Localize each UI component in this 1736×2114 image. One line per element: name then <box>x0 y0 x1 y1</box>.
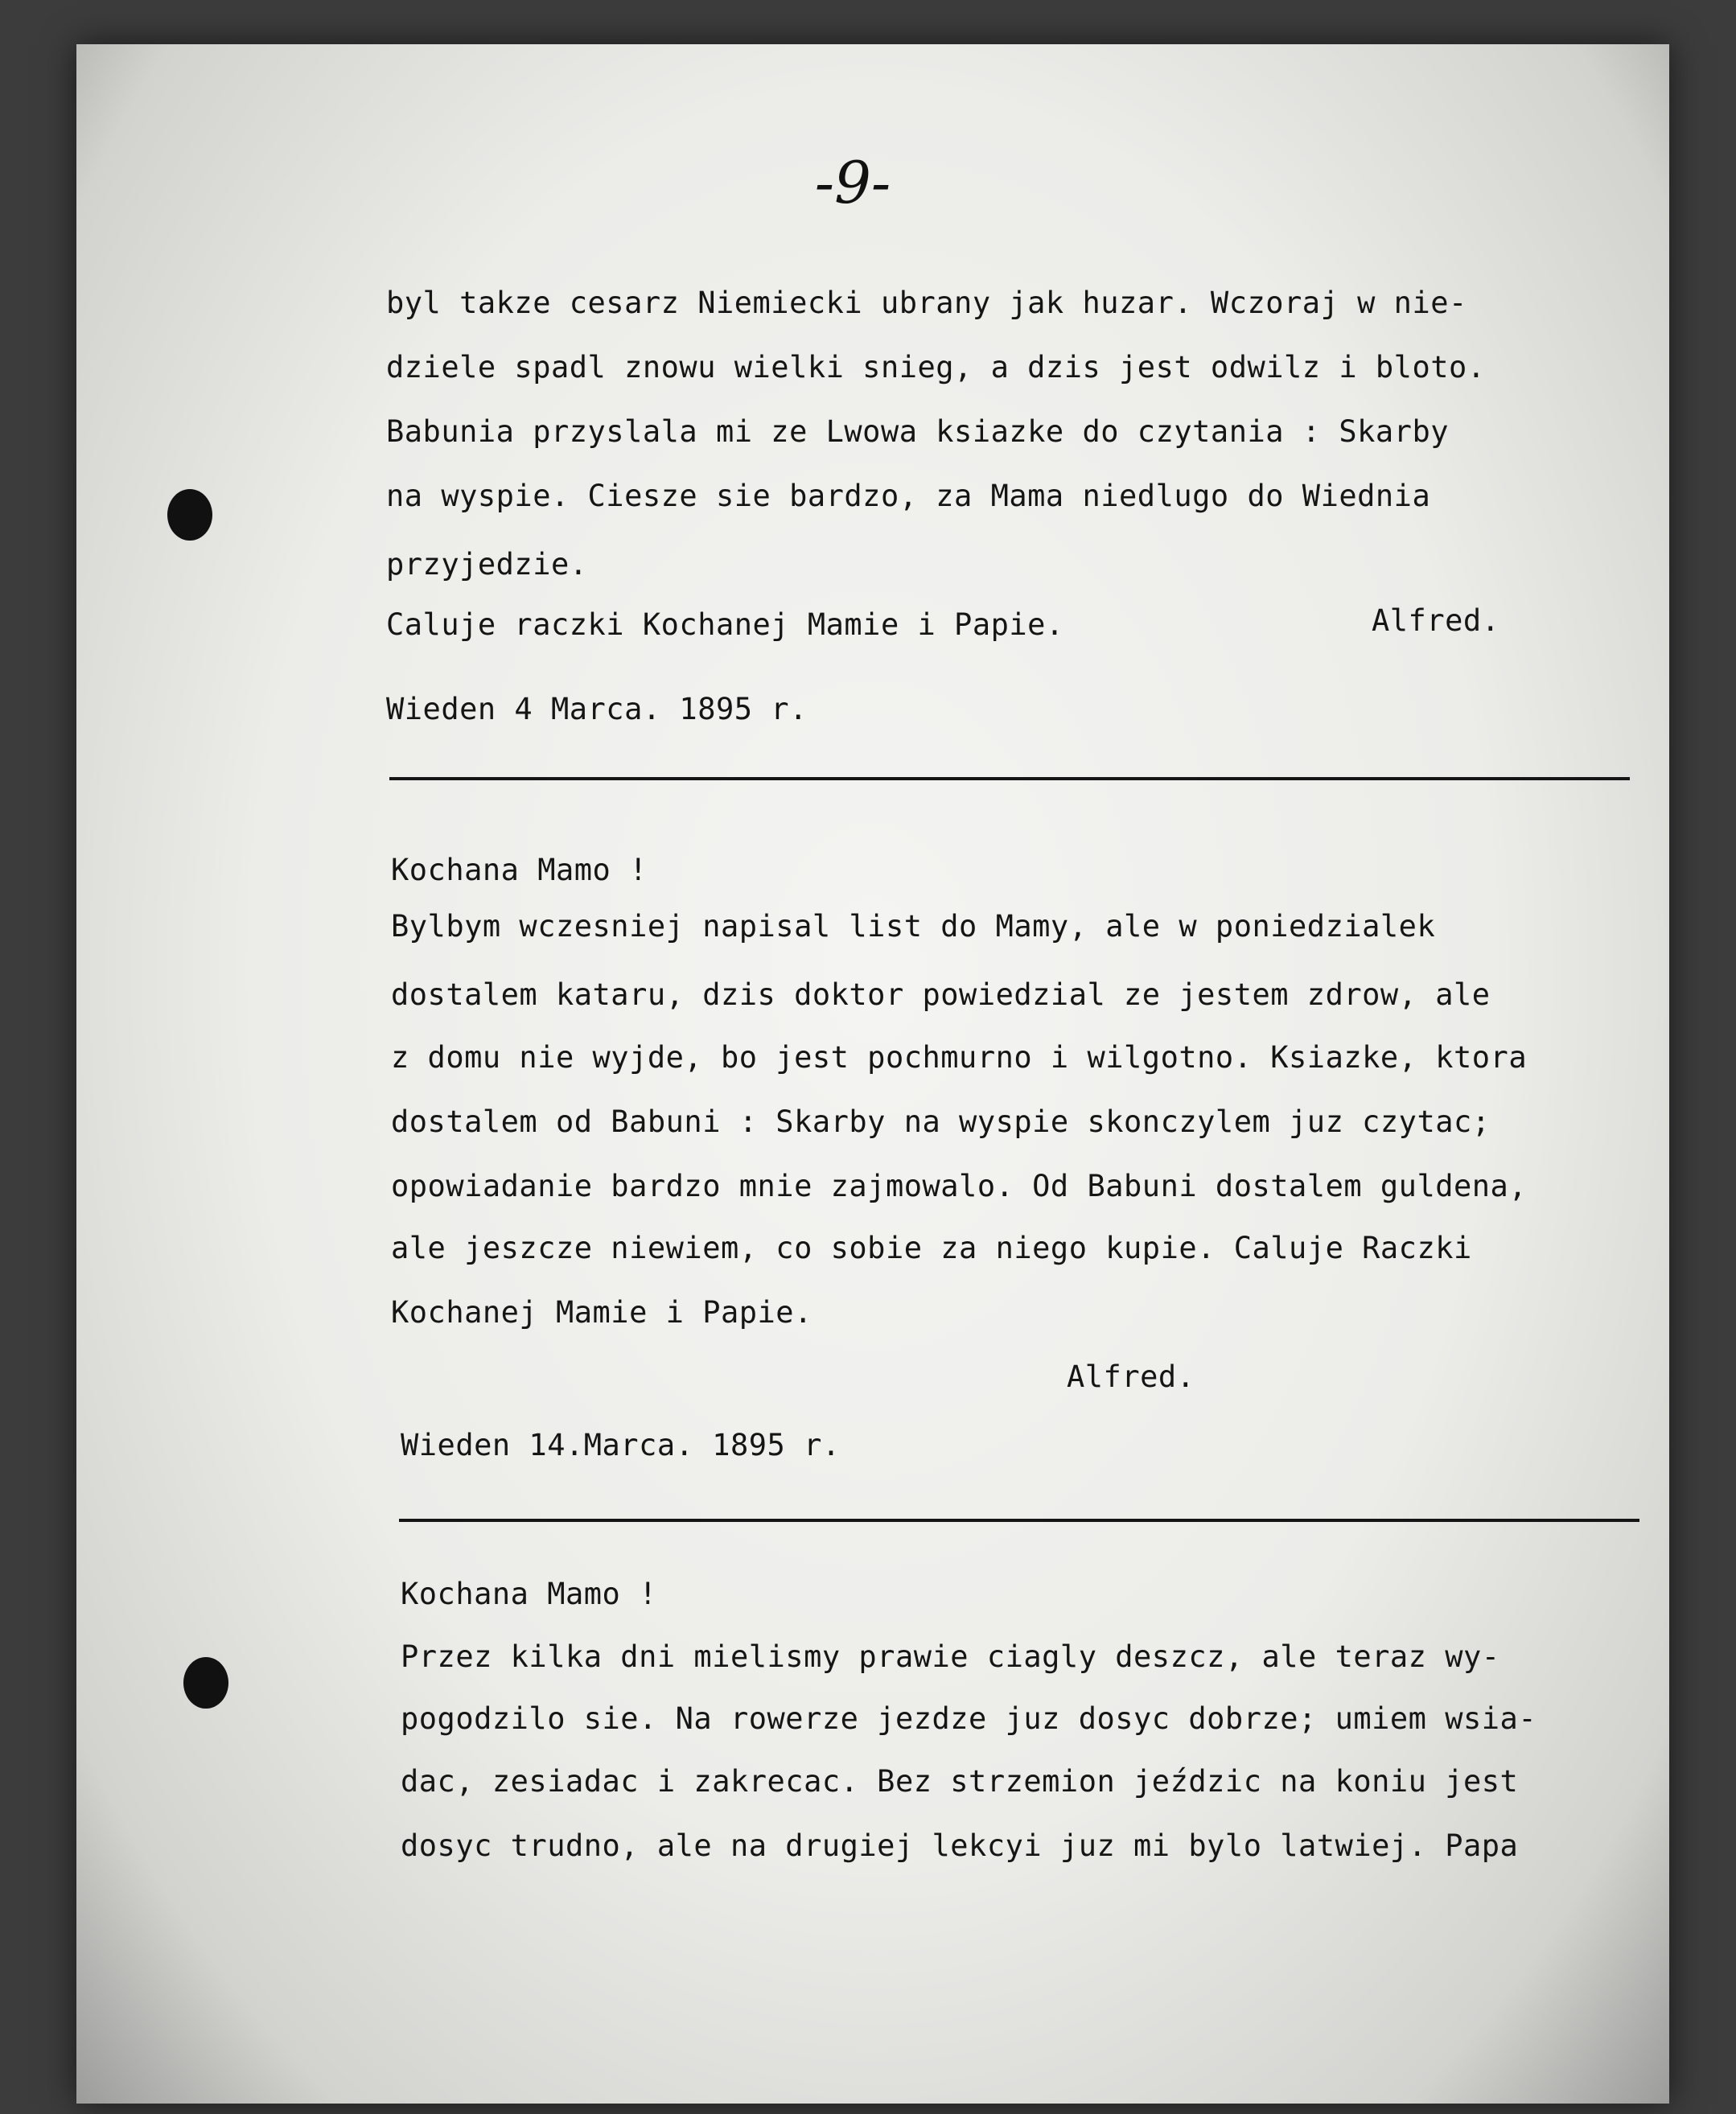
letter-3-line-2: pogodzilo sie. Na rowerze jezdze juz dosyc dobrze; umiem wsia- <box>401 1701 1537 1736</box>
letter-1-date: Wieden 4 Marca. 1895 r. <box>386 692 808 726</box>
letter-1-line-2: dziele spadl znowu wielki snieg, a dzis jest odwilz i bloto. <box>386 350 1486 385</box>
letter-2-line-1: Bylbym wczesniej napisal list do Mamy, ale w poniedzialek <box>391 909 1436 944</box>
letter-2-line-7: Kochanej Mamie i Papie. <box>391 1295 812 1330</box>
letter-3-line-3: dac, zesiadac i zakrecac. Bez strzemion jeździc na koniu jest <box>401 1764 1519 1799</box>
divider-2 <box>399 1519 1639 1522</box>
letter-2-line-3: z domu nie wyjde, bo jest pochmurno i wilgotno. Ksiazke, ktora <box>391 1040 1528 1075</box>
letter-1-line-6: Caluje raczki Kochanej Mamie i Papie. <box>386 607 1064 642</box>
letter-2-line-2: dostalem kataru, dzis doktor powiedzial ze jestem zdrow, ale <box>391 977 1491 1012</box>
letter-2-line-5: opowiadanie bardzo mnie zajmowalo. Od Babuni dostalem guldena, <box>391 1169 1528 1203</box>
letter-3-salutation: Kochana Mamo ! <box>401 1577 657 1611</box>
letter-2-line-4: dostalem od Babuni : Skarby na wyspie skonczylem juz czytac; <box>391 1104 1491 1139</box>
page-number: -9- <box>814 149 891 216</box>
letter-2-date: Wieden 14.Marca. 1895 r. <box>401 1428 841 1462</box>
letter-3-line-4: dosyc trudno, ale na drugiej lekcyi juz mi bylo latwiej. Papa <box>401 1828 1519 1863</box>
letter-3-line-1: Przez kilka dni mielismy prawie ciagly deszcz, ale teraz wy- <box>401 1639 1500 1674</box>
punch-hole-top <box>167 489 212 541</box>
letter-1-line-1: byl takze cesarz Niemiecki ubrany jak huzar. Wczoraj w nie- <box>386 286 1467 320</box>
letter-1-line-3: Babunia przyslala mi ze Lwowa ksiazke do czytania : Skarby <box>386 414 1450 449</box>
letter-2-signature: Alfred. <box>1067 1359 1195 1394</box>
divider-1 <box>389 777 1630 780</box>
letter-2-line-6: ale jeszcze niewiem, co sobie za niego kupie. Caluje Raczki <box>391 1231 1472 1265</box>
punch-hole-bottom <box>183 1657 228 1709</box>
letter-1-line-4: na wyspie. Ciesze sie bardzo, za Mama niedlugo do Wiednia <box>386 479 1431 513</box>
letter-1-line-5: przyjedzie. <box>386 547 588 582</box>
letter-2-salutation: Kochana Mamo ! <box>391 853 648 887</box>
letter-1-signature: Alfred. <box>1372 603 1500 638</box>
